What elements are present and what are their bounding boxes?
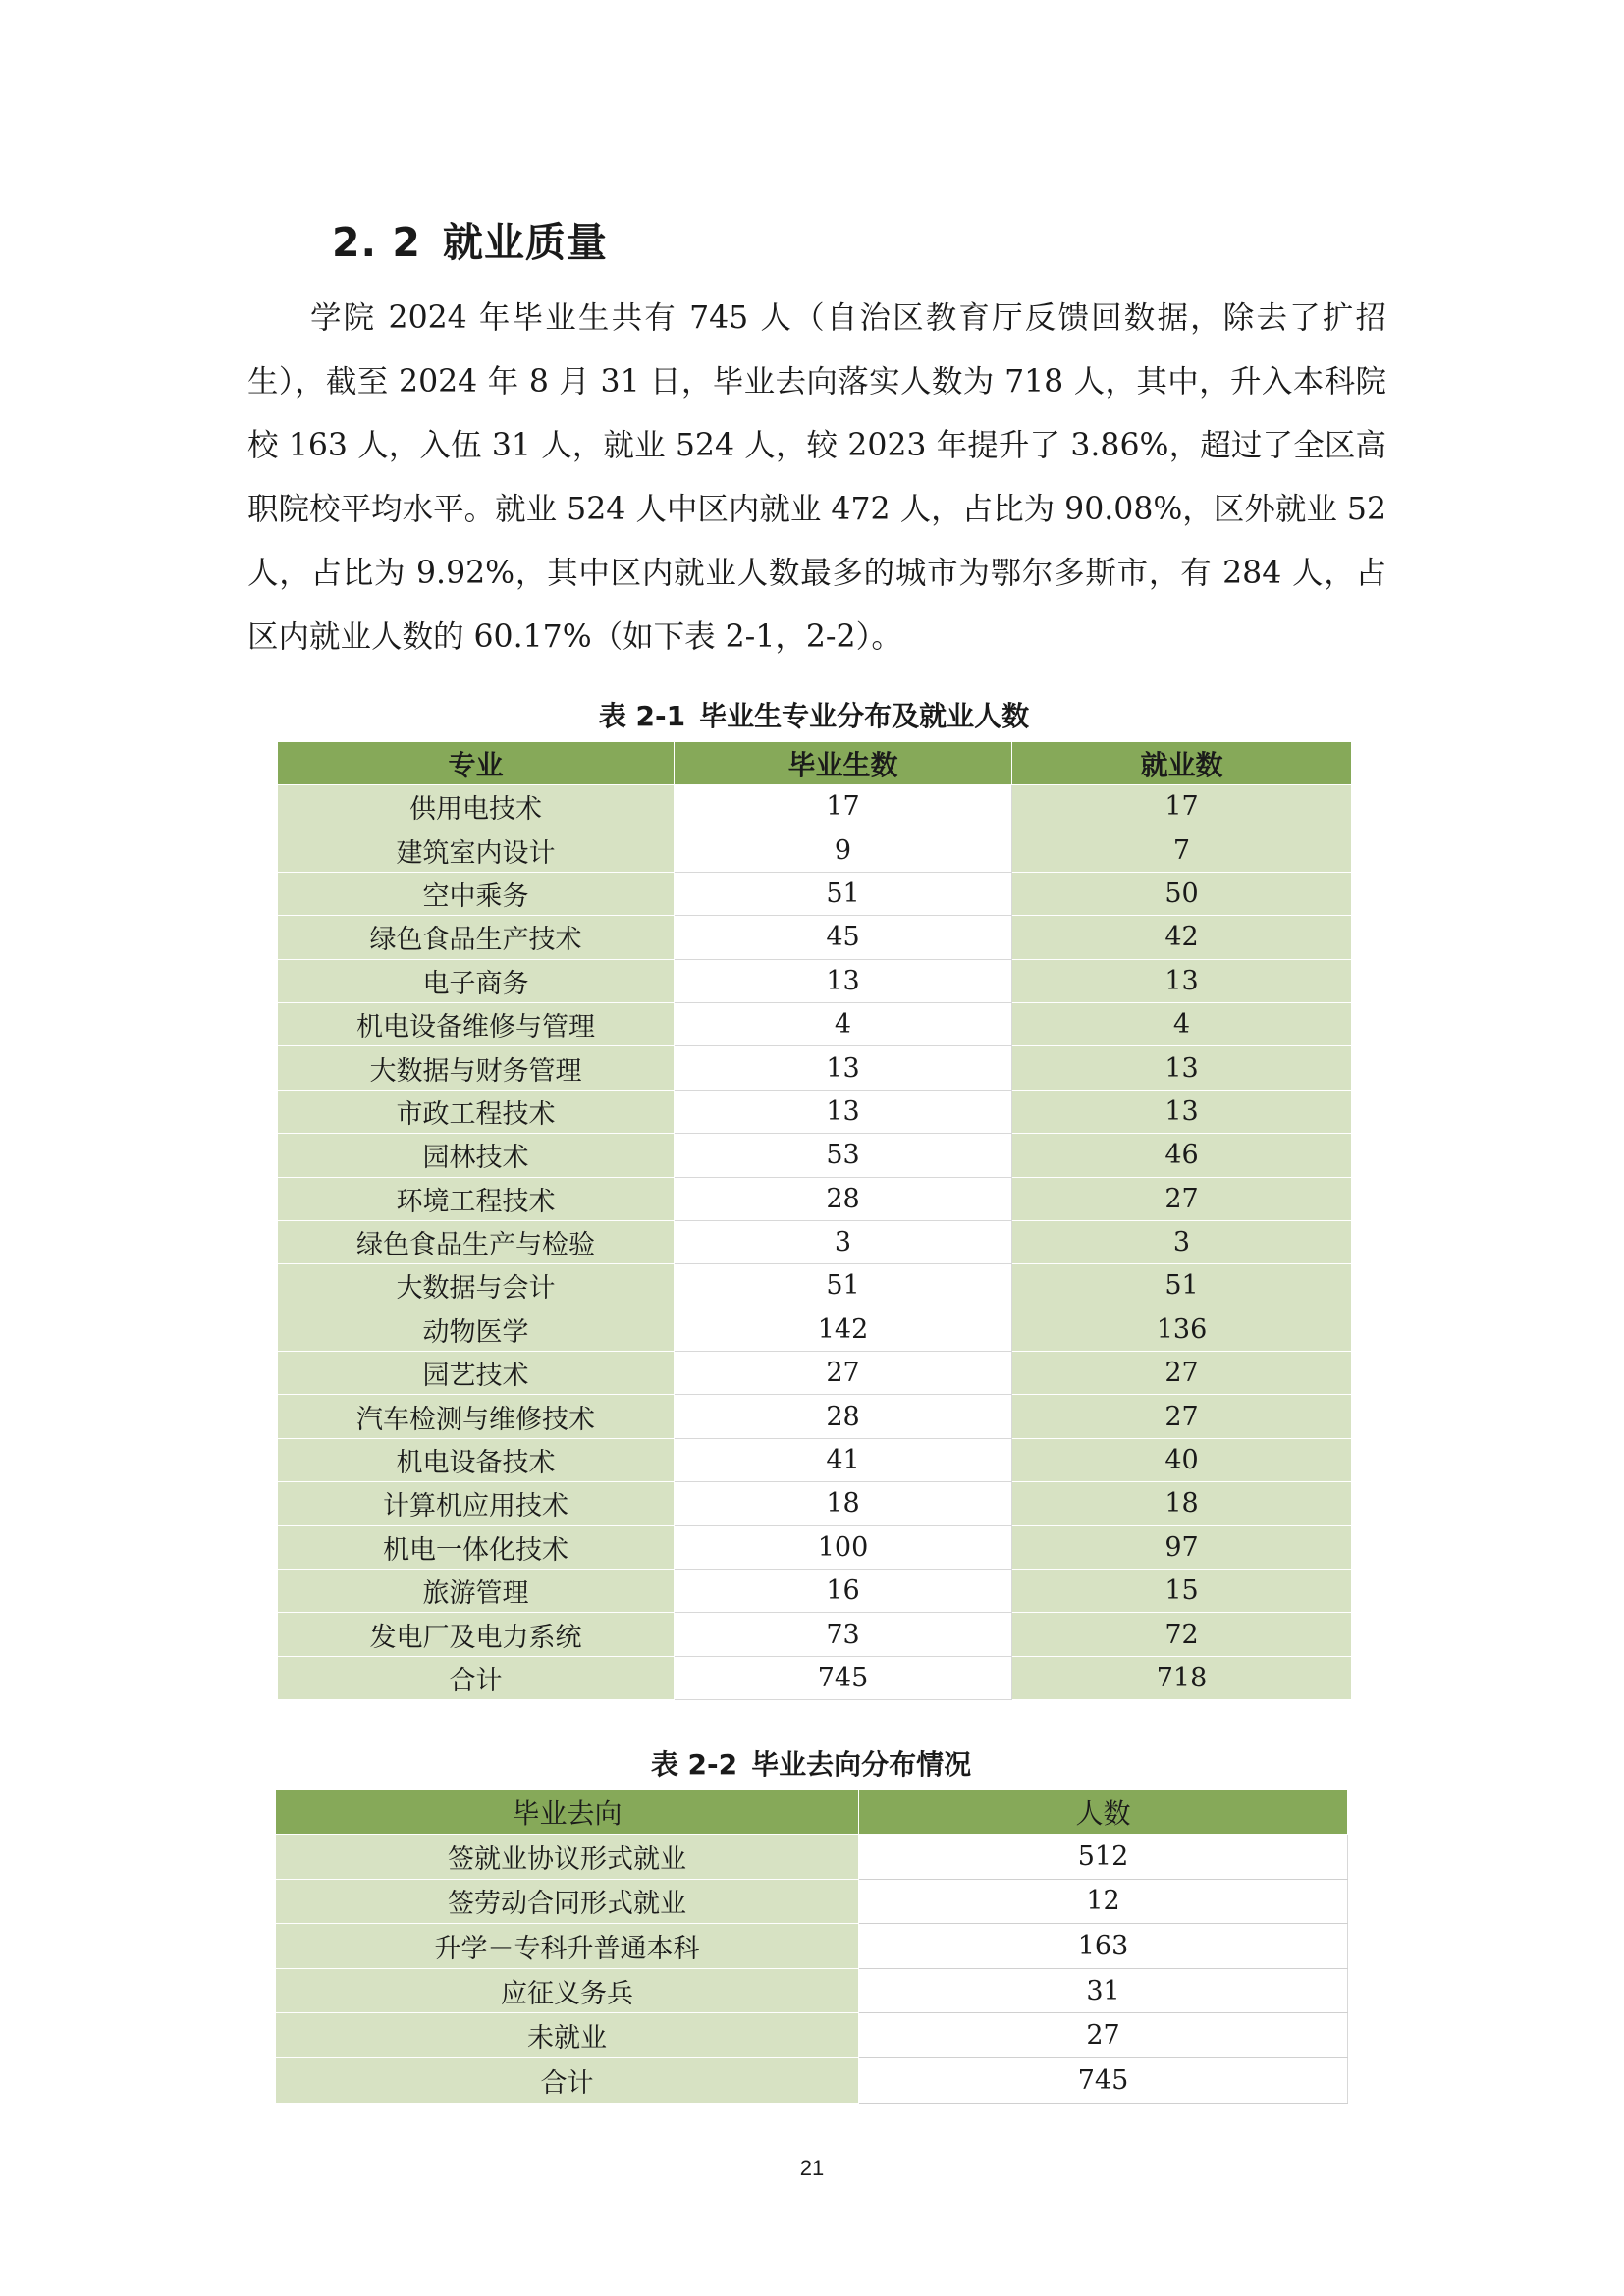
cell-destination: 签就业协议形式就业 bbox=[276, 1835, 859, 1880]
cell-destination: 未就业 bbox=[276, 2013, 859, 2058]
table-row bbox=[278, 828, 1352, 872]
table-row bbox=[278, 1352, 1352, 1395]
table-row bbox=[278, 1046, 1352, 1090]
cell-major: 电子商务 bbox=[278, 959, 675, 1002]
table-row bbox=[278, 1177, 1352, 1220]
cell-employed: 18 bbox=[1012, 1482, 1352, 1525]
page-number: 21 bbox=[799, 2156, 825, 2180]
table-row bbox=[278, 1570, 1352, 1613]
cell-employed: 97 bbox=[1012, 1525, 1352, 1569]
cell-major: 发电厂及电力系统 bbox=[278, 1613, 675, 1656]
cell-major: 园林技术 bbox=[278, 1134, 675, 1177]
table-row bbox=[278, 1134, 1352, 1177]
cell-graduates: 41 bbox=[675, 1438, 1012, 1481]
cell-graduates: 16 bbox=[675, 1570, 1012, 1613]
cell-employed: 40 bbox=[1012, 1438, 1352, 1481]
section-number: 2. 2 bbox=[332, 219, 421, 266]
table-row bbox=[278, 785, 1352, 828]
body-paragraph: 学院 2024 年毕业生共有 745 人（自治区教育厅反馈回数据，除去了扩招生），截至 2024 年 8 月 31 日，毕业去向落实人数为 718 人，其中，升入本科院校 163 人，入伍 31 人，就业 524 人，较 2023 年提升了 3.86%，超过了全区高职院校平均水平。就业 524 人中区内就业 472 人，占比为 90.08%，区外就业 52 人，占比为 9.92%，其中区内就业人数最多的城市为鄂尔多斯市，有 284 人，占区内就业人数的 60.17%（如下表 2-1，2-2）。 bbox=[247, 300, 1386, 655]
cell-employed: 3 bbox=[1012, 1220, 1352, 1263]
table-row bbox=[278, 1525, 1352, 1569]
header-count: 人数 bbox=[859, 1790, 1348, 1835]
table2-caption-number: 表 2-2 bbox=[650, 1748, 738, 1781]
cell-major: 园艺技术 bbox=[278, 1352, 675, 1395]
cell-employed: 50 bbox=[1012, 872, 1352, 915]
table1-caption-title: 毕业生专业分布及就业人数 bbox=[699, 700, 1030, 732]
cell-graduates: 142 bbox=[675, 1308, 1012, 1351]
cell-graduates: 17 bbox=[675, 785, 1012, 828]
cell-major: 绿色食品生产技术 bbox=[278, 916, 675, 959]
table-row bbox=[278, 916, 1352, 959]
cell-graduates: 13 bbox=[675, 959, 1012, 1002]
cell-employed: 7 bbox=[1012, 828, 1352, 872]
cell-major: 动物医学 bbox=[278, 1308, 675, 1351]
table-row bbox=[278, 1220, 1352, 1263]
cell-major: 机电设备技术 bbox=[278, 1438, 675, 1481]
cell-major: 合计 bbox=[278, 1656, 675, 1699]
cell-destination: 升学－专科升普通本科 bbox=[276, 1924, 859, 1969]
header-major: 专业 bbox=[278, 742, 675, 785]
cell-destination: 应征义务兵 bbox=[276, 1968, 859, 2013]
table-row bbox=[278, 1438, 1352, 1481]
cell-major: 供用电技术 bbox=[278, 785, 675, 828]
cell-count: 745 bbox=[859, 2057, 1348, 2103]
cell-graduates: 13 bbox=[675, 1090, 1012, 1133]
cell-employed: 13 bbox=[1012, 1046, 1352, 1090]
cell-graduates: 28 bbox=[675, 1395, 1012, 1438]
cell-major: 旅游管理 bbox=[278, 1570, 675, 1613]
major-employment-table bbox=[277, 741, 1352, 1700]
table-row bbox=[278, 1613, 1352, 1656]
table2-caption-title: 毕业去向分布情况 bbox=[751, 1748, 972, 1781]
cell-graduates: 73 bbox=[675, 1613, 1012, 1656]
cell-employed: 15 bbox=[1012, 1570, 1352, 1613]
cell-graduates: 13 bbox=[675, 1046, 1012, 1090]
cell-major: 空中乘务 bbox=[278, 872, 675, 915]
cell-count: 27 bbox=[859, 2013, 1348, 2058]
cell-major: 大数据与财务管理 bbox=[278, 1046, 675, 1090]
cell-employed: 13 bbox=[1012, 1090, 1352, 1133]
cell-destination: 签劳动合同形式就业 bbox=[276, 1879, 859, 1924]
cell-major: 大数据与会计 bbox=[278, 1264, 675, 1308]
cell-graduates: 9 bbox=[675, 828, 1012, 872]
cell-graduates: 45 bbox=[675, 916, 1012, 959]
cell-employed: 42 bbox=[1012, 916, 1352, 959]
cell-employed: 46 bbox=[1012, 1134, 1352, 1177]
cell-major: 市政工程技术 bbox=[278, 1090, 675, 1133]
cell-graduates: 28 bbox=[675, 1177, 1012, 1220]
table1-caption-number: 表 2-1 bbox=[598, 700, 686, 732]
table-row bbox=[276, 1924, 1348, 1969]
cell-employed: 4 bbox=[1012, 1002, 1352, 1045]
table-row bbox=[278, 1002, 1352, 1045]
table-header-row bbox=[278, 742, 1352, 785]
section-title: 就业质量 bbox=[442, 219, 608, 266]
cell-employed: 27 bbox=[1012, 1352, 1352, 1395]
table-row bbox=[276, 2013, 1348, 2058]
cell-major: 汽车检测与维修技术 bbox=[278, 1395, 675, 1438]
cell-employed: 718 bbox=[1012, 1656, 1352, 1699]
cell-major: 环境工程技术 bbox=[278, 1177, 675, 1220]
table-row bbox=[278, 959, 1352, 1002]
table-row bbox=[276, 2057, 1348, 2103]
cell-destination: 合计 bbox=[276, 2057, 859, 2103]
cell-employed: 27 bbox=[1012, 1395, 1352, 1438]
table1-caption bbox=[277, 695, 1351, 734]
table-row bbox=[276, 1968, 1348, 2013]
table-row bbox=[278, 1308, 1352, 1351]
table-row bbox=[278, 1090, 1352, 1133]
cell-major: 计算机应用技术 bbox=[278, 1482, 675, 1525]
header-destination: 毕业去向 bbox=[276, 1790, 859, 1835]
cell-graduates: 18 bbox=[675, 1482, 1012, 1525]
header-graduates: 毕业生数 bbox=[675, 742, 1012, 785]
cell-major: 机电设备维修与管理 bbox=[278, 1002, 675, 1045]
cell-employed: 51 bbox=[1012, 1264, 1352, 1308]
cell-employed: 136 bbox=[1012, 1308, 1352, 1351]
table-row bbox=[278, 1656, 1352, 1699]
cell-major: 绿色食品生产与检验 bbox=[278, 1220, 675, 1263]
cell-graduates: 51 bbox=[675, 872, 1012, 915]
cell-count: 31 bbox=[859, 1968, 1348, 2013]
cell-count: 163 bbox=[859, 1924, 1348, 1969]
cell-major: 建筑室内设计 bbox=[278, 828, 675, 872]
cell-graduates: 745 bbox=[675, 1656, 1012, 1699]
cell-graduates: 4 bbox=[675, 1002, 1012, 1045]
table-row bbox=[276, 1879, 1348, 1924]
cell-graduates: 51 bbox=[675, 1264, 1012, 1308]
cell-count: 512 bbox=[859, 1835, 1348, 1880]
table-row bbox=[278, 1395, 1352, 1438]
table-row bbox=[278, 1264, 1352, 1308]
table-row bbox=[278, 872, 1352, 915]
cell-employed: 17 bbox=[1012, 785, 1352, 828]
cell-employed: 72 bbox=[1012, 1613, 1352, 1656]
cell-graduates: 27 bbox=[675, 1352, 1012, 1395]
section-heading bbox=[332, 210, 608, 268]
table-row bbox=[276, 1835, 1348, 1880]
cell-graduates: 3 bbox=[675, 1220, 1012, 1263]
header-employed: 就业数 bbox=[1012, 742, 1352, 785]
destination-table bbox=[275, 1789, 1348, 2104]
cell-graduates: 53 bbox=[675, 1134, 1012, 1177]
cell-employed: 27 bbox=[1012, 1177, 1352, 1220]
cell-graduates: 100 bbox=[675, 1525, 1012, 1569]
cell-major: 机电一体化技术 bbox=[278, 1525, 675, 1569]
table-row bbox=[278, 1482, 1352, 1525]
table2-caption bbox=[275, 1743, 1347, 1783]
cell-employed: 13 bbox=[1012, 959, 1352, 1002]
table-header-row bbox=[276, 1790, 1348, 1835]
cell-count: 12 bbox=[859, 1879, 1348, 1924]
